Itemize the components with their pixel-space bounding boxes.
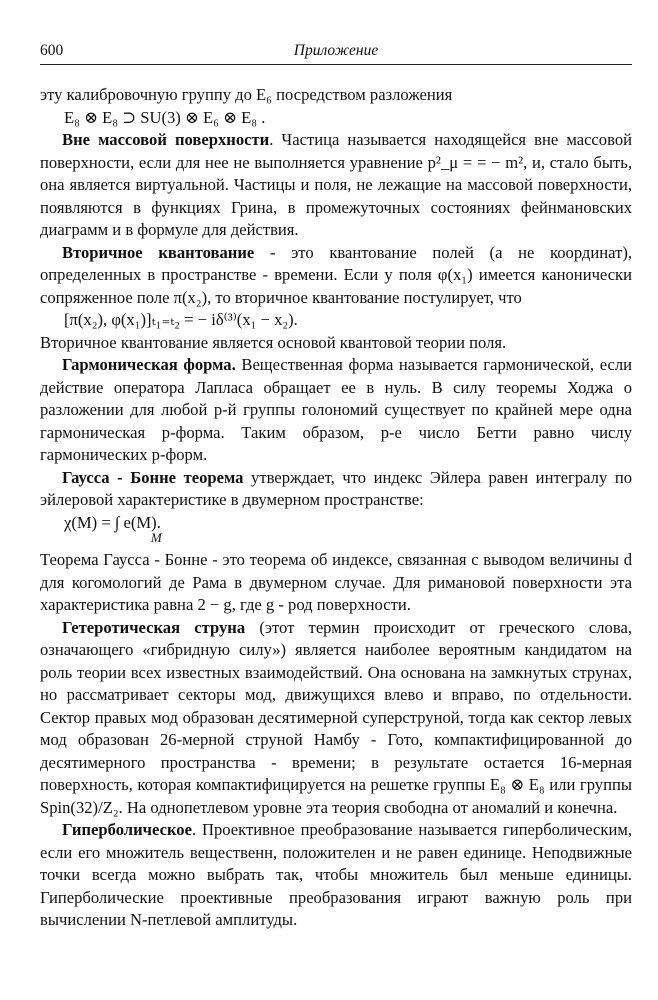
- entry-term: Гаусса - Бонне теорема: [62, 467, 244, 487]
- entry-term: Гетеротическая струна: [62, 617, 246, 637]
- page-body: [40, 84, 632, 932]
- formula-main: χ(M) = ∫ e(M).: [64, 512, 161, 532]
- entry-second-quantization: [40, 242, 632, 310]
- paragraph-text: Теорема Гаусса - Бонне - это теорема об индексе, связанная с выводом величины d для когомологий де Рама в двумерном случае. Для римановой поверхности эта характеристика равна 2 − g, где g - род поверхности.: [40, 550, 632, 614]
- entry-harmonic-form: [40, 354, 632, 467]
- entry-heterotic-string: [40, 617, 632, 820]
- formula-euler-integral: [40, 512, 632, 550]
- page-header: [40, 36, 632, 62]
- entry-text: (этот термин происходит от греческого слова, означающего «гибридную силу») является наиболее вероятным кандидатом на роль теории всех известных взаимодействий. Она основана на замкнутых струнах, но рассматривает секторы мод, движущихся влево и вправо, по отдельности. Сектор правых мод образован десятимерной суперструной, тогда как сектор левых мод образован 26-мерной струной Намбу - Гото, компактифицированной до десятимерного пространства - времени; в результате остается 16-мерная поверхность, которая компактифицируется на решетке группы E₈ ⊗ E₈ или группы Spin(32)/Z₂. На однопетлевом уровне эта теория свободна от аномалий и конечна.: [40, 617, 632, 817]
- formula-e8-decomposition: E₈ ⊗ E₈ ⊃ SU(3) ⊗ E₆ ⊗ E₈ .: [64, 107, 266, 127]
- paragraph-continuation: эту калибровочную группу до E₆ посредством разложения: [40, 85, 453, 104]
- entry-gauss-bonnet: [40, 467, 632, 512]
- paragraph-text: Вторичное квантование является основой квантовой теории поля.: [40, 332, 507, 352]
- entry-term: Вне массовой поверхности: [62, 130, 270, 149]
- entry-term: Гармоническая форма.: [62, 355, 236, 374]
- entry-text: . Проективное преобразование называется гиперболическим, если его множитель вещественн, положителен и не равен единице. Неподвижные точки всегда можно выбрать так, чтобы множитель был меньше единицы. Гиперболические проективные преобразования играют важную роль при вычислении N-петлевой амплитуды.: [40, 820, 632, 929]
- entry-term: Гиперболическое: [62, 820, 192, 839]
- page-number: 600: [40, 42, 64, 59]
- entry-hyperbolic: [40, 819, 632, 932]
- integral-subscript: M: [150, 529, 162, 545]
- entry-term: Вторичное квантование: [62, 242, 255, 262]
- header-rule: [40, 64, 632, 65]
- entry-text: утверждает, что индекс Эйлера равен интегралу по эйлеровой характеристике в двумерном пространстве:: [40, 467, 633, 509]
- entry-text: . Частица называется находящейся вне массовой поверхности, если для нее не выполняется уравнение p²_μ = = − m², и, стало быть, она является виртуальной. Частицы и поля, не лежащие на массовой поверхности, появляются в функциях Грина, в промежуточных состояниях фейнмановских диаграмм и в формуле для действия.: [40, 130, 632, 239]
- formula-commutator: [π(x₂), φ(x₁)]ₜ₁₌ₜ₂ = − iδ⁽³⁾(x₁ − x₂).: [64, 310, 298, 329]
- entry-text: Вещественная форма называется гармонической, если действие оператора Лапласа обращает ее в нуль. В силу теоремы Ходжа о разложении для любой p-й группы голономий существует по крайней мере одна гармоническая p-форма. Таким образом, p-е число Бетти равно числу гармонических p-форм.: [40, 355, 632, 464]
- entry-off-mass-shell: [40, 129, 632, 242]
- entry-text: - это квантование полей (а не координат), определенных в пространстве - времени. Если у поля φ(x₁) имеется канонически сопряженное поле π(x₂), то вторичное квантование постулирует, что: [40, 242, 632, 307]
- running-title: Приложение: [293, 42, 379, 59]
